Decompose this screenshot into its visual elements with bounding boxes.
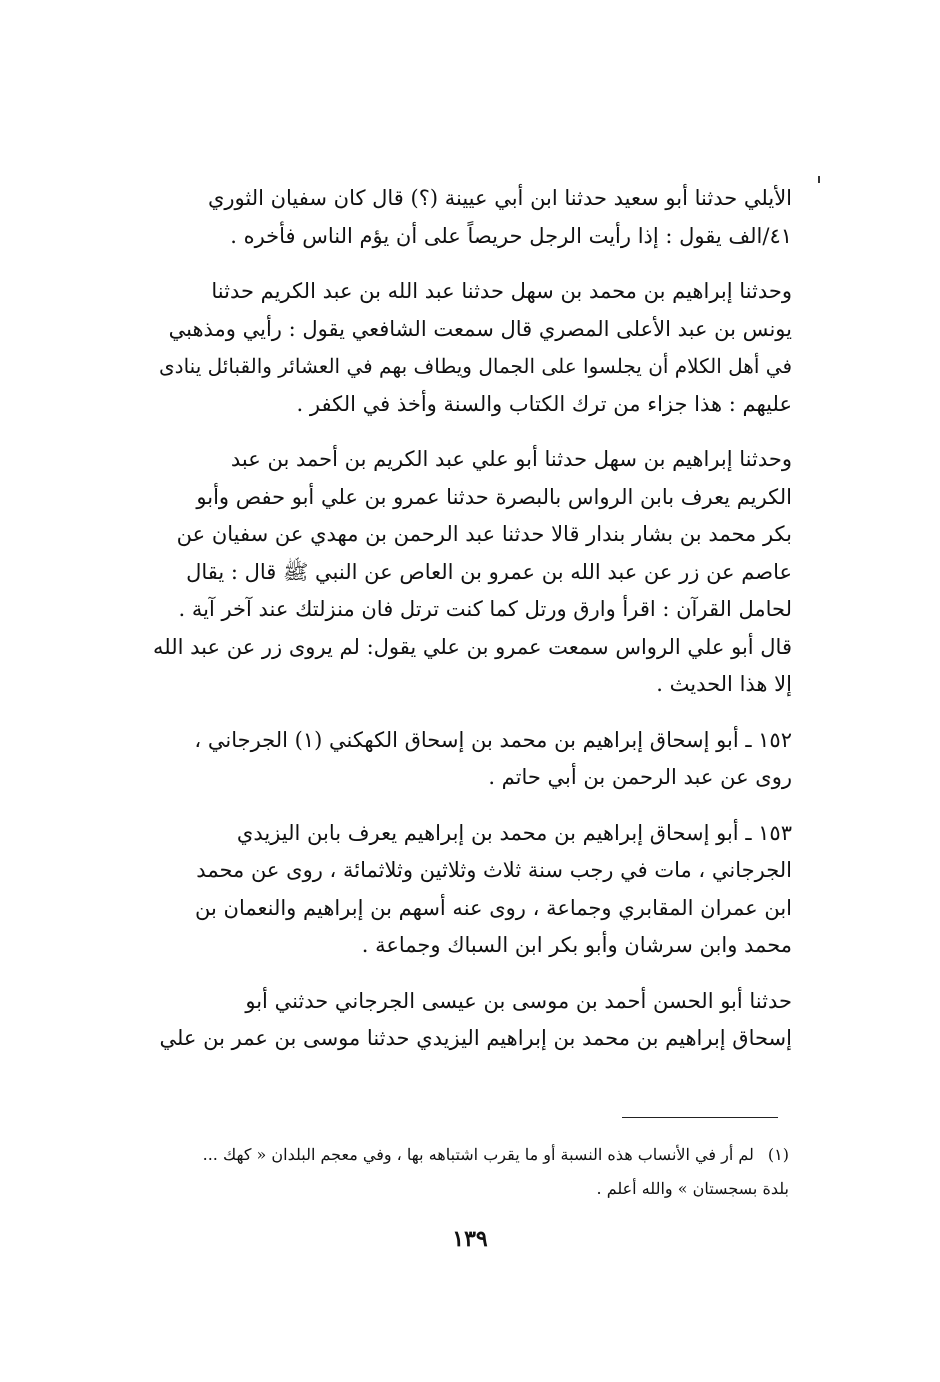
entry-152 — [152, 722, 792, 797]
text-line: قال أبو علي الرواس سمعت عمرو بن علي يقول: لم يروى زر عن عبد الله — [153, 634, 792, 659]
footnote-text: لم أر في الأنساب هذه النسبة أو ما يقرب اشتباهه بها ، وفي معجم البلدان « كهك ... — [202, 1145, 754, 1164]
text-line: محمد وابن سرشان وأبو بكر ابن السباك وجماعة . — [361, 933, 792, 957]
footnote — [155, 1138, 789, 1206]
text-line: إلا هذا الحديث . — [656, 672, 792, 696]
entry-153 — [152, 815, 792, 965]
text-line: عليهم : هذا جزاء من ترك الكتاب والسنة وأخذ في الكفر . — [296, 391, 792, 416]
footnote-line: بلدة بسجستان » والله أعلم . — [596, 1179, 789, 1198]
footnote-separator — [622, 1117, 778, 1118]
footnote-line — [155, 1138, 789, 1172]
text-line: ١٥٣ ـ أبو إسحاق إبراهيم بن محمد بن إبراهيم يعرف بابن اليزيدي — [236, 820, 792, 845]
main-text — [152, 180, 792, 1076]
page-number: ١٣٩ — [452, 1226, 488, 1252]
text-line: ٤١/الف يقول : إذا رأيت الرجل حريصاً على أن يؤم الناس فأخره . — [230, 223, 792, 248]
text-line: الكريم يعرف بابن الرواس بالبصرة حدثنا عمرو بن علي أبو حفص وأبو — [196, 484, 792, 509]
text-line: يونس بن عبد الأعلى المصري قال سمعت الشافعي يقول : رأيي ومذهبي — [168, 316, 792, 341]
text-line: حدثنا أبو الحسن أحمد بن موسى بن عيسى الجرجاني حدثني أبو — [245, 988, 792, 1013]
text-line: وحدثنا إبراهيم بن محمد بن سهل حدثنا عبد الله بن عبد الكريم حدثنا — [211, 279, 792, 303]
paragraph-2 — [152, 273, 792, 423]
text-line: عاصم عن زر عن عبد الله بن عمرو بن العاص عن النبي ﷺ قال : يقال — [186, 559, 792, 584]
text-line: لحامل القرآن : اقرأ وارق ورتل كما كنت ترتل فان منزلتك عند آخر آية . — [178, 597, 792, 621]
text-line: الجرجاني ، مات في رجب سنة ثلاث وثلاثين وثلاثمائة ، روى عن محمد — [196, 858, 792, 882]
text-line: إسحاق إبراهيم بن محمد بن إبراهيم اليزيدي حدثنا موسى بن عمر بن علي — [159, 1026, 792, 1050]
margin-mark — [818, 176, 820, 183]
paragraph-1 — [152, 180, 792, 255]
text-line: الأيلي حدثنا أبو سعيد حدثنا ابن أبي عيينة (؟) قال كان سفيان الثوري — [207, 186, 792, 210]
text-line: ابن عمران المقابري وجماعة ، روى عنه أسهم بن إبراهيم والنعمان بن — [195, 895, 792, 920]
text-line: ١٥٢ ـ أبو إسحاق إبراهيم بن محمد بن إسحاق الكهكني (١) الجرجاني ، — [194, 727, 792, 752]
paragraph-3 — [152, 441, 792, 704]
text-line: وحدثنا إبراهيم بن سهل حدثنا أبو علي عبد الكريم بن أحمد بن عبد — [230, 447, 792, 471]
text-line: بكر محمد بن بشار بندار قالا حدثنا عبد الرحمن بن مهدي عن سفيان عن — [176, 522, 792, 546]
paragraph-6 — [152, 983, 792, 1058]
text-line: في أهل الكلام أن يجلسوا على الجمال ويطاف بهم في العشائر والقبائل ينادى — [159, 354, 792, 378]
footnote-number: (١) — [767, 1145, 789, 1164]
text-line: روى عن عبد الرحمن بن أبي حاتم . — [488, 765, 792, 789]
